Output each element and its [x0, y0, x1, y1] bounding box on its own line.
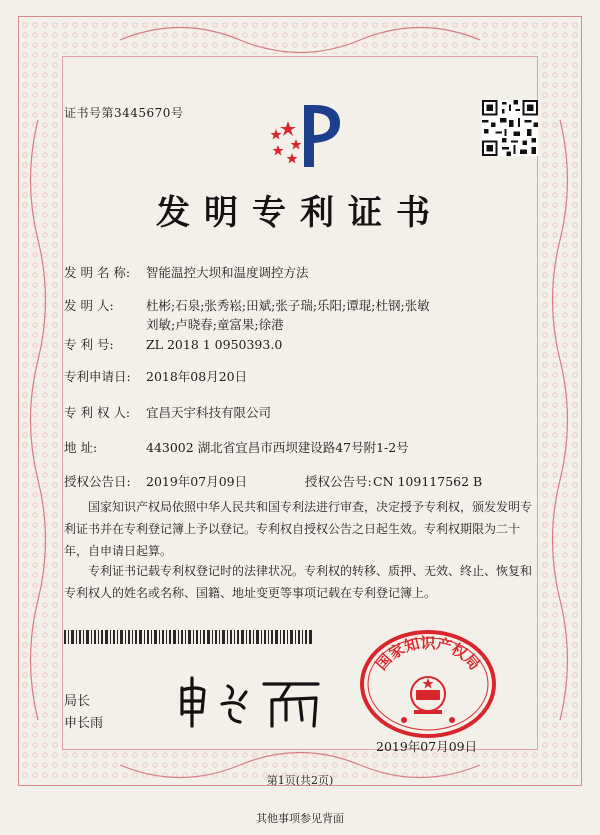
field-label: 专 利 号: [64, 337, 114, 352]
field-filing-date [64, 367, 247, 385]
director-signature [170, 670, 330, 730]
field-patent-number [64, 335, 282, 353]
field-label: 专 利 权 人: [64, 405, 131, 420]
field-label: 授权公告日: [64, 474, 131, 489]
field-value: 2018年08月20日 [146, 369, 248, 384]
page-title: 发明专利证书 [156, 193, 444, 233]
field-value: 443002 湖北省宜昌市西坝建设路47号附1-2号 [146, 440, 409, 455]
seal-text: 国家知识产权局 [372, 634, 484, 674]
seal-date: 2019年07月09日 [376, 739, 478, 754]
field-value: 智能温控大坝和温度调控方法 [146, 265, 309, 280]
certificate-statement: 国家知识产权局依照中华人民共和国专利法进行审查，决定授予专利权，颁发发明专利证书并在专利登记簿上予以登记。专利权自授权公告之日起生效。专利权期限为二十年，自申请日起算。 [64, 500, 533, 558]
legal-note: 专利证书记载专利权登记时的法律状况。专利权的转移、质押、无效、终止、恢复和专利权人的姓名或名称、国籍、地址变更等事项记载在专利登记簿上。 [64, 564, 533, 600]
field-label: 发 明 名 称: [64, 265, 131, 280]
field-value: ZL 2018 1 0950393.0 [146, 337, 283, 352]
director-name: 申长雨 [64, 716, 104, 731]
director-title: 局长 [64, 694, 91, 709]
field-label: 地 址: [64, 440, 98, 455]
barcode-icon [64, 630, 314, 644]
field-announcement-number [305, 472, 482, 490]
field-inventors [64, 296, 430, 314]
field-announcement-date [64, 472, 247, 490]
field-inventors-continued [146, 315, 284, 333]
field-value: CN 109117562 B [373, 474, 483, 489]
field-address [64, 438, 409, 456]
field-invention-name [64, 263, 309, 281]
field-label: 发 明 人: [64, 298, 114, 313]
official-seal [358, 628, 498, 740]
field-label: 专利申请日: [64, 369, 131, 384]
page-number: 第1页(共2页) [266, 774, 334, 787]
patent-office-logo-icon [258, 95, 348, 170]
field-patentee [64, 403, 271, 421]
certificate-number: 证书号第3445670号 [64, 106, 184, 120]
field-value: 宜昌天宇科技有限公司 [146, 405, 272, 420]
field-value: 2019年07月09日 [146, 474, 248, 489]
qr-code-icon [482, 100, 538, 156]
field-value: 杜彬;石泉;张秀崧;田斌;张子瑞;乐阳;谭琨;杜钢;张敏 [146, 298, 430, 313]
footer-note: 其他事项参见背面 [256, 812, 344, 825]
field-label: 授权公告号: [305, 474, 372, 489]
field-value: 刘敏;卢晓春;童富果;徐港 [146, 317, 284, 332]
